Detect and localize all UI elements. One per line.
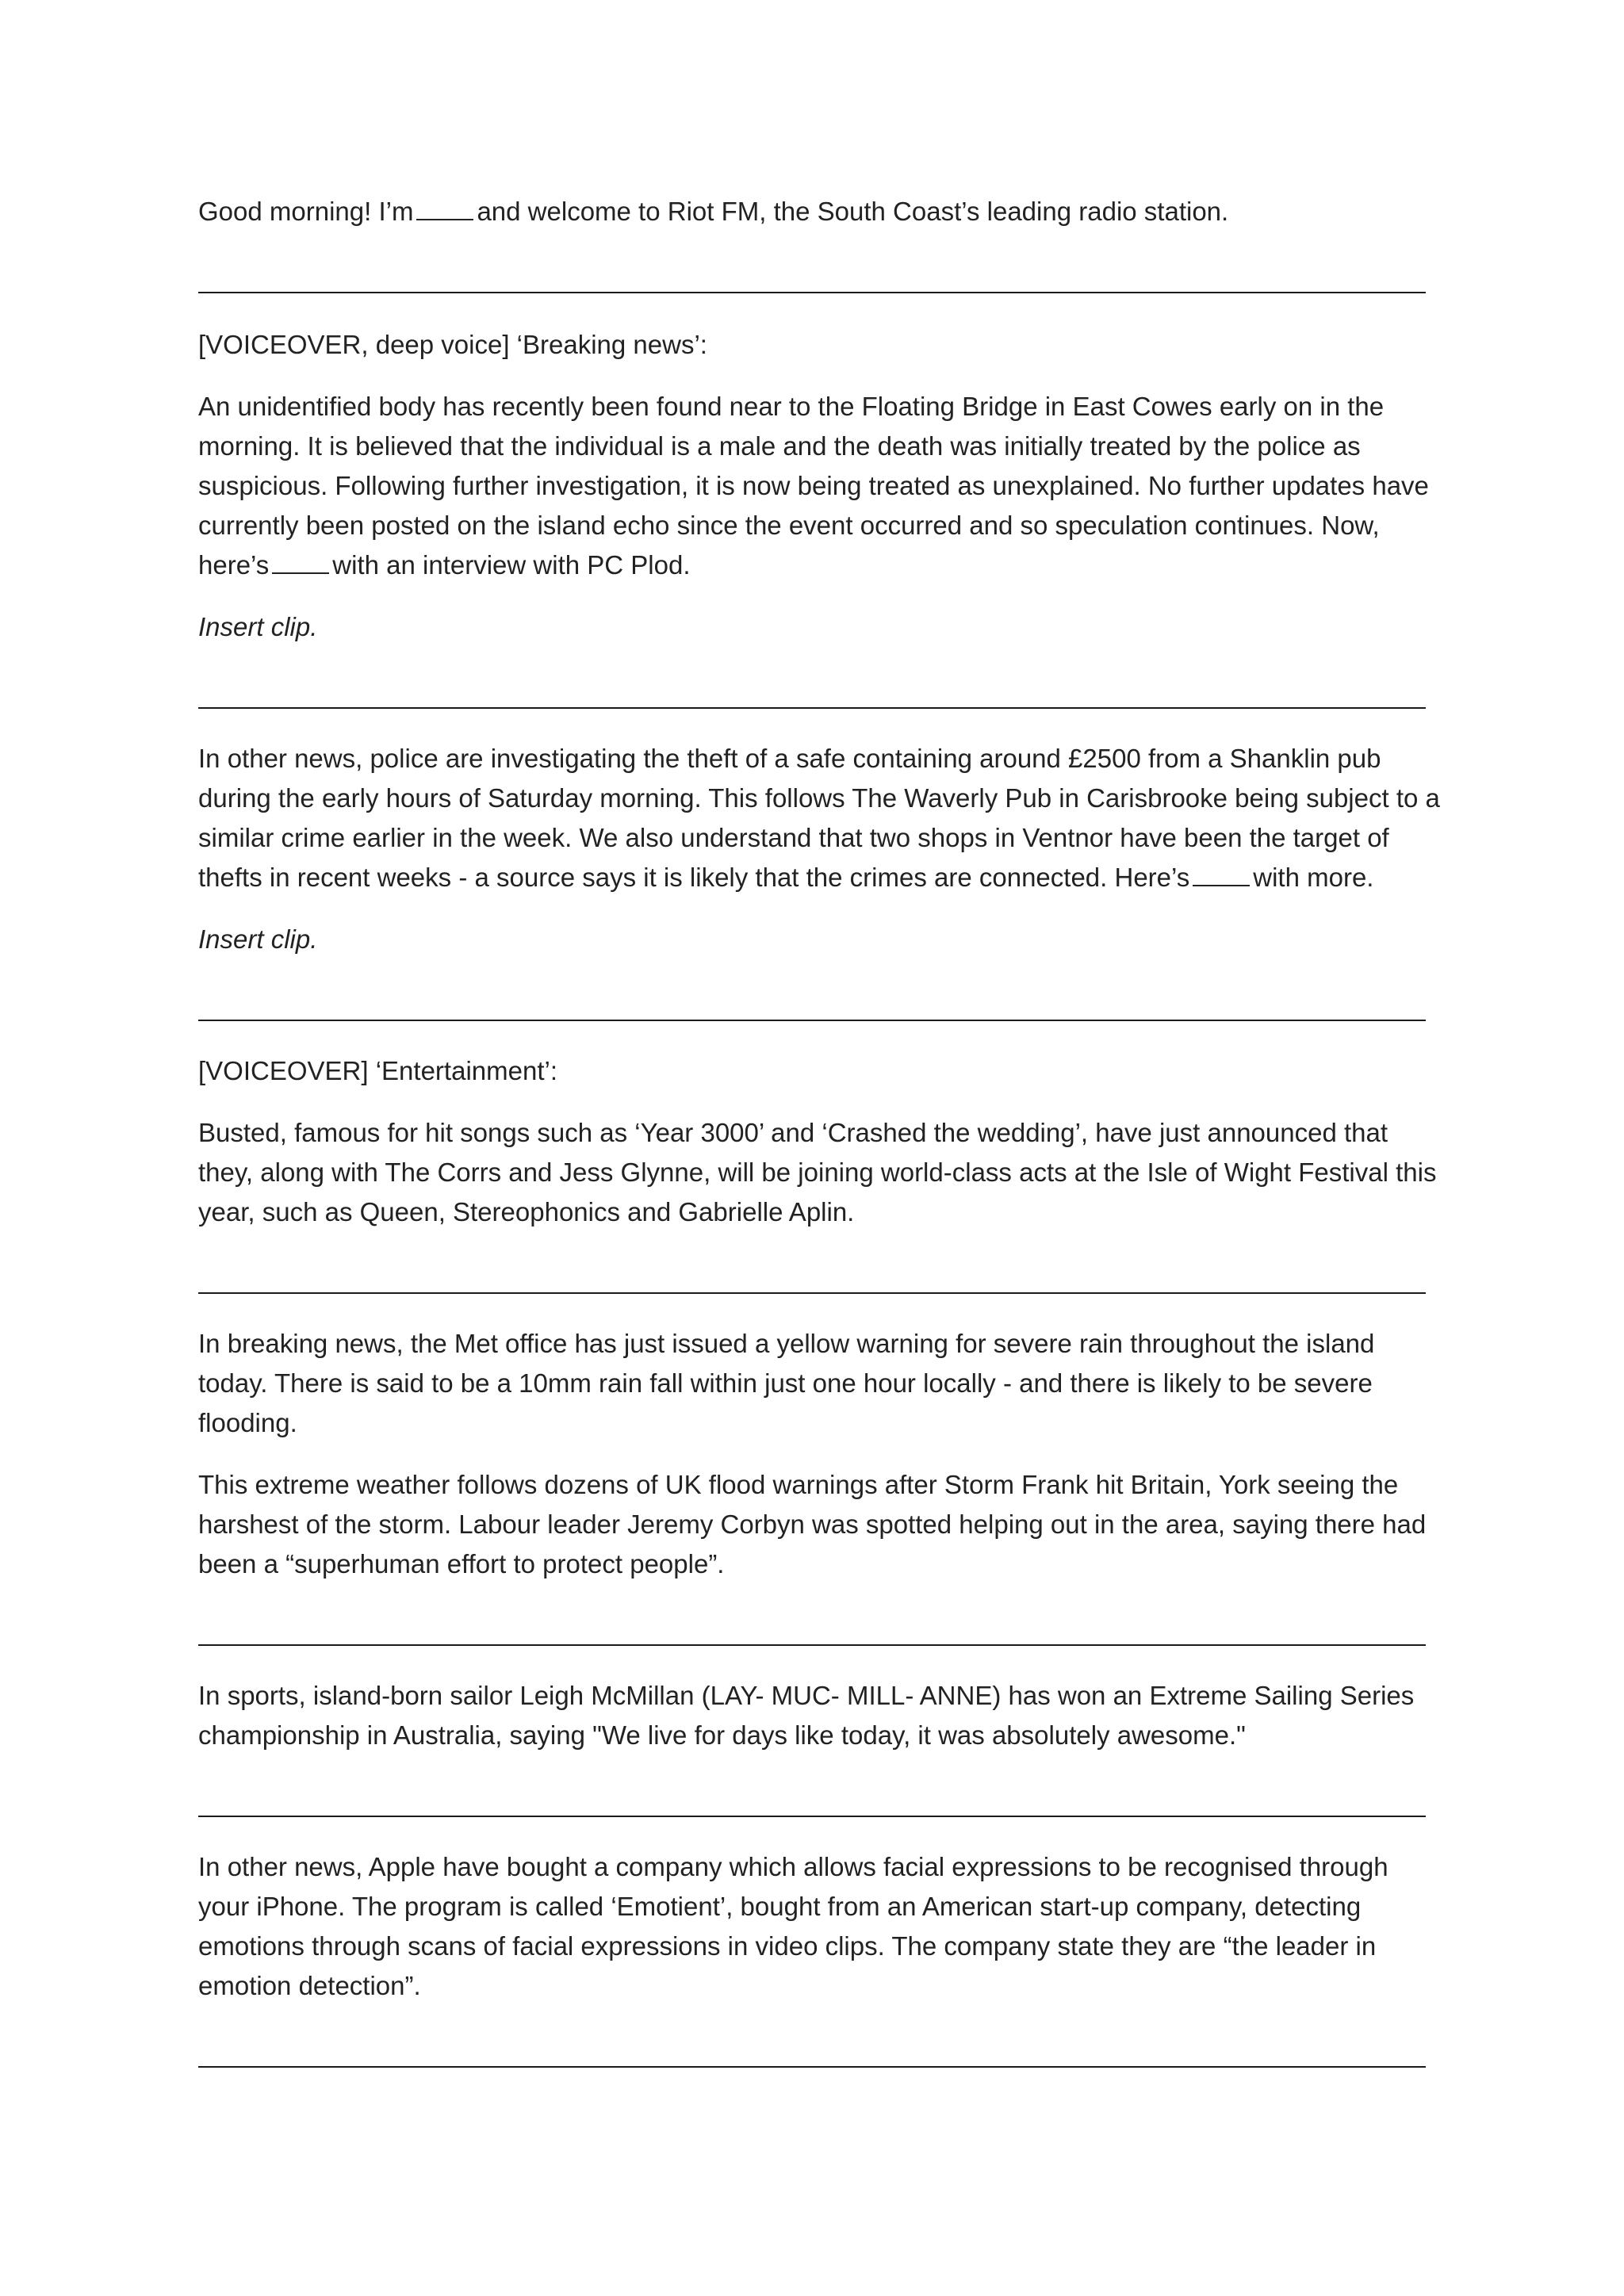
death-story-text: An unidentified body has recently been found near to the Floating Bridge in East Cowes early on in the morning. It is believed that the individual is a male and the death was initially treated by the police as suspicious. Following further investigation, it is now being treated as unexplained. No further updates have currently been posted on the island echo since the event occurred and so speculation continues. Now, here’s <box>198 392 1429 580</box>
section-divider <box>198 1644 1426 1646</box>
body-storm-frank: This extreme weather follows dozens of UK flood warnings after Storm Frank hit Britain, York seeing the harshest of the storm. Labour leader Jeremy Corbyn was spotted helping out in the area, saying there had been a “superhuman effort to protect people”. <box>198 1470 1427 1578</box>
theft-story-text: In other news, police are investigating the theft of a safe containing around £2500 from a Shanklin pub during the early hours of Saturday morning. This follows The Waverly Pub in Carisbrooke being subject to a similar crime earlier in the week. We also understand that two shops in Ventnor have been the target of thefts in recent weeks - a source says it is likely that the crimes are connected. Here’s <box>198 744 1440 892</box>
section-divider <box>198 1292 1426 1294</box>
body-apple-story: In other news, Apple have bought a company which allows facial expressions to be recognised through your iPhone. The program is called ‘Emotient’, bought from an American start-up company, detecting emotions through scans of facial expressions in video clips. The company state they are “the leader in emotion detection”. <box>198 1852 1388 2000</box>
presenter-name-blank <box>416 195 473 220</box>
body-weather-warning: In breaking news, the Met office has just issued a yellow warning for severe rain throughout the island today. There is said to be a 10mm rain fall within just one hour locally - and there is likely to be severe flooding. <box>198 1329 1375 1437</box>
body-sports-story: In sports, island-born sailor Leigh McMillan (LAY- MUC- MILL- ANNE) has won an Extreme Sailing Series championship in Australia, saying "We live for days like today, it was absolutely awesome." <box>198 1681 1415 1750</box>
voiceover-breaking-news-heading: [VOICEOVER, deep voice] ‘Breaking news’: <box>198 330 707 359</box>
script-page <box>198 192 1443 2068</box>
intro-line <box>198 192 1443 232</box>
section-divider <box>198 292 1426 293</box>
section-divider <box>198 707 1426 709</box>
body-theft-story <box>198 739 1443 897</box>
section-divider <box>198 1816 1426 1817</box>
insert-clip-note: Insert clip. <box>198 924 318 954</box>
intro-text-before: Good morning! I’m <box>198 197 414 226</box>
insert-clip-note: Insert clip. <box>198 612 318 641</box>
theft-story-end: with more. <box>1253 863 1374 892</box>
body-festival-story: Busted, famous for hit songs such as ‘Year 3000’ and ‘Crashed the wedding’, have just announced that they, along with The Corrs and Jess Glynne, will be joining world-class acts at the Isle of Wight Festival this year, such as Queen, Stereophonics and Gabrielle Aplin. <box>198 1118 1437 1226</box>
reporter-name-blank <box>272 549 329 574</box>
death-story-end: with an interview with PC Plod. <box>332 550 691 580</box>
voiceover-entertainment-heading: [VOICEOVER] ‘Entertainment’: <box>198 1056 557 1085</box>
reporter-name-blank <box>1193 861 1250 886</box>
body-death-story <box>198 387 1443 585</box>
section-divider <box>198 1020 1426 1021</box>
intro-text-after: and welcome to Riot FM, the South Coast’s leading radio station. <box>477 197 1229 226</box>
section-divider <box>198 2066 1426 2068</box>
